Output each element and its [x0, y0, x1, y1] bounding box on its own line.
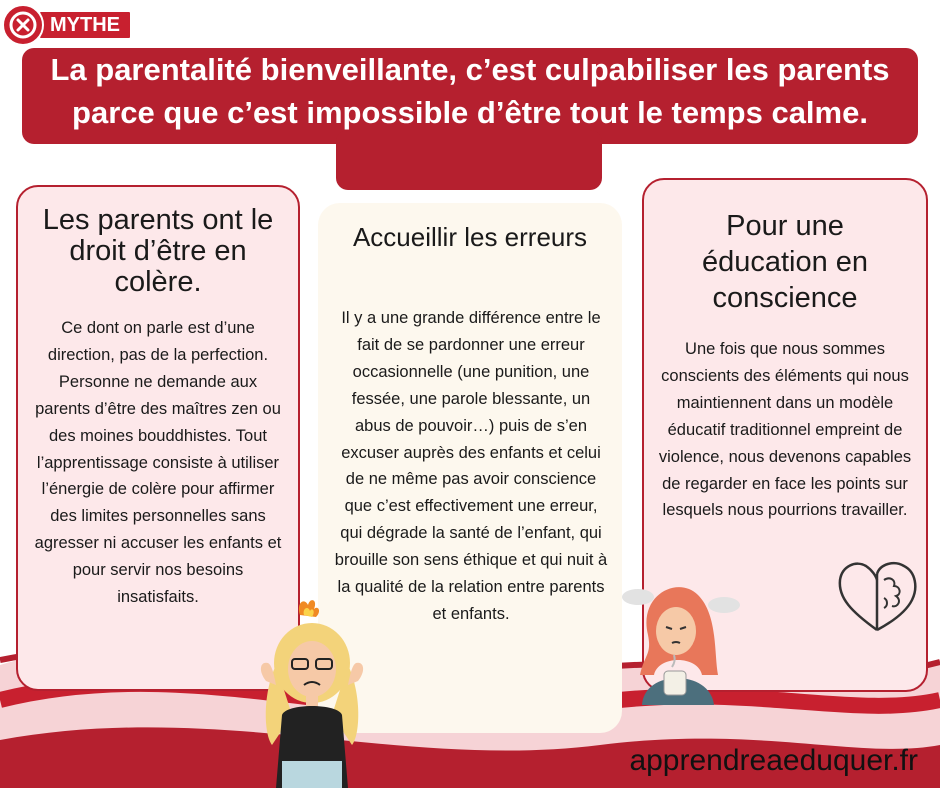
myth-badge	[2, 4, 134, 44]
page-title: La parentalité bienveillante, c’est culpabiliser les parents parce que c’est impossible d’être tout le temps calme.	[50, 52, 890, 130]
myth-badge-label: MYTHE	[38, 10, 132, 40]
panel-middle-body: Il y a une grande différence entre le fait de se pardonner une erreur occasionnelle (une punition, une fessée, une parole blessante, un abus de pouvoir…) puis de s’en excuser auprès des enfants et celui de ne même pas avoir conscience que c’est effectivement une erreur, qui dégrade la santé de l’enfant, qui brouille son sens éthique et qui nuit à la qualité de la relation entre parents et enfants.	[334, 309, 608, 623]
panel-right-body: Une fois que nous sommes conscients des éléments qui nous maintiennent dans un modèle éducatif traditionnel empreint de violence, nous devenons capables de regarder en face les points sur lesquels nous pourrions travailler.	[658, 340, 912, 520]
close-icon	[2, 4, 44, 46]
angry-woman-illustration	[252, 595, 372, 788]
panel-right-heading: Pour une éducation en conscience	[701, 210, 869, 314]
title-banner-tail	[336, 130, 602, 190]
website-link[interactable]: apprendreaeduquer.fr	[629, 744, 918, 777]
tired-woman-illustration	[618, 575, 744, 705]
panel-left-body: Ce dont on parle est d’une direction, pas de la perfection. Personne ne demande aux parents d’être des maîtres zen ou des moines bouddhistes. Tout l’apprentissage consiste à utiliser l’énergie de colère pour affirmer des limites personnelles sans agresser ni accuser les enfants et pour servir nos besoins insatisfaits.	[34, 319, 282, 607]
panel-left-heading: Les parents ont le droit d’être en colère.	[42, 204, 274, 298]
panel-middle-heading: Accueillir les erreurs	[352, 222, 588, 252]
heart-brain-icon	[832, 550, 922, 640]
